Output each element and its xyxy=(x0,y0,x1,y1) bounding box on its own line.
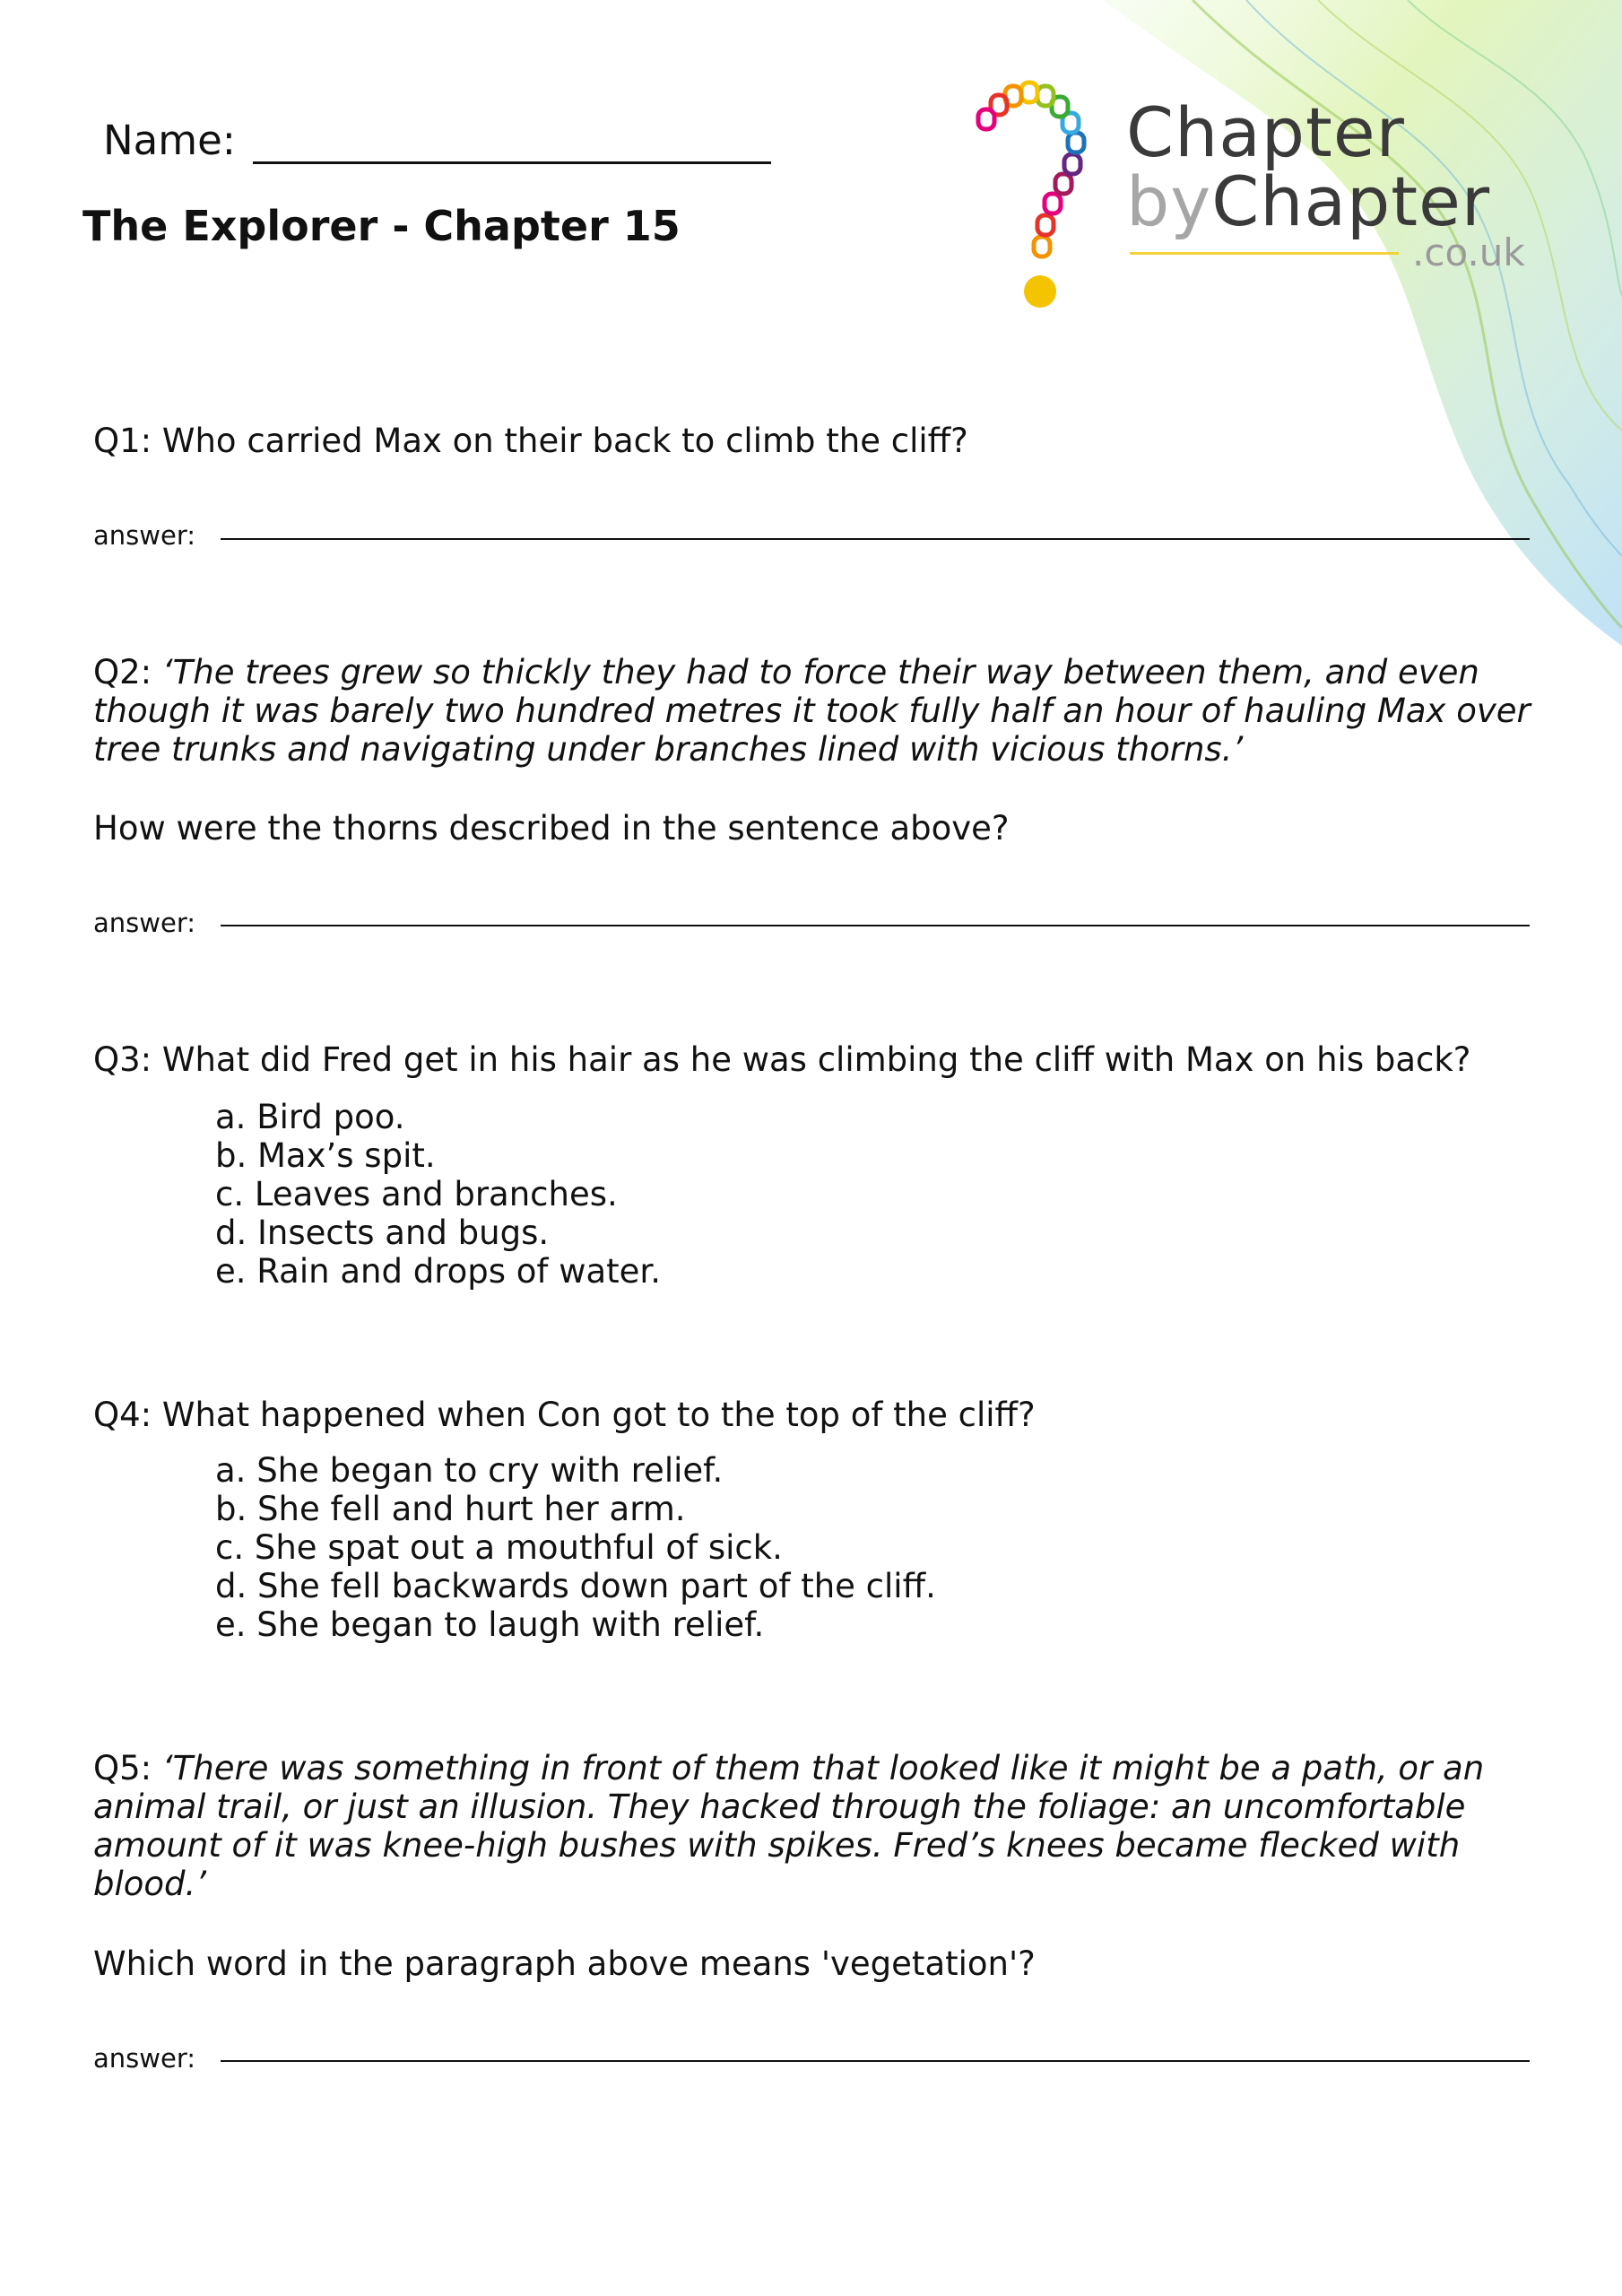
quote-line: tree trunks and navigating under branches lined with vicious thorns.’ xyxy=(93,730,1244,769)
logo-book-arch xyxy=(1064,154,1080,174)
question-4: Q4: What happened when Con got to the top of the cliff? xyxy=(93,1396,1036,1434)
quote-line: ‘There was something in front of them that looked like it might be a path, or an xyxy=(161,1749,1485,1787)
question-5-quote xyxy=(93,1749,1484,1903)
logo-dot xyxy=(1024,275,1056,308)
question-3-options xyxy=(215,1098,661,1291)
question-5-prefix: Q5: xyxy=(93,1749,162,1787)
option-c: c. She spat out a mouthful of sick. xyxy=(215,1528,783,1567)
quote-line: blood.’ xyxy=(93,1865,207,1903)
chapter-by-chapter-logo xyxy=(959,49,1542,318)
worksheet-title: The Explorer - Chapter 15 xyxy=(82,202,681,250)
answer-line-q5[interactable] xyxy=(221,2060,1530,2062)
option-e: e. Rain and drops of water. xyxy=(215,1252,661,1291)
logo-book-arch xyxy=(978,109,994,129)
question-2-prefix: Q2: xyxy=(93,653,162,691)
question-2: How were the thorns described in the sentence above? xyxy=(93,809,1010,848)
option-b: b. Max’s spit. xyxy=(215,1136,436,1175)
name-label: Name: xyxy=(103,117,236,164)
option-a: a. Bird poo. xyxy=(215,1098,405,1136)
option-d: d. She fell backwards down part of the cliff. xyxy=(215,1567,936,1605)
question-4-options xyxy=(215,1451,936,1644)
logo-book-arch xyxy=(1034,237,1050,257)
logo-book-arch xyxy=(1037,86,1054,106)
quote-line: ‘The trees grew so thickly they had to force their way between them, and even xyxy=(161,653,1479,691)
logo-book-arch xyxy=(1068,133,1084,152)
option-a: a. She began to cry with relief. xyxy=(215,1451,724,1490)
logo-book-arch xyxy=(1037,215,1054,235)
question-5: Which word in the paragraph above means 'vegetation'? xyxy=(93,1944,1036,1983)
logo-domain: .co.uk xyxy=(1412,230,1525,274)
answer-label-q5: answer: xyxy=(93,2043,196,2074)
logo-title-line2 xyxy=(1126,161,1490,241)
option-e: e. She began to laugh with relief. xyxy=(215,1605,765,1644)
logo-title-line1: Chapter xyxy=(1126,92,1405,172)
answer-line-q2[interactable] xyxy=(221,925,1530,926)
option-b: b. She fell and hurt her arm. xyxy=(215,1490,686,1528)
logo-by: by xyxy=(1126,161,1212,241)
logo-book-arch xyxy=(1021,83,1037,102)
name-input-line[interactable] xyxy=(253,161,771,164)
quote-line: animal trail, or just an illusion. They hacked through the foliage: an uncomfortable xyxy=(93,1787,1466,1826)
question-1: Q1: Who carried Max on their back to climb the cliff? xyxy=(93,422,968,460)
option-d: d. Insects and bugs. xyxy=(215,1213,550,1252)
logo-rule xyxy=(1130,252,1399,255)
logo-chapter: Chapter xyxy=(1211,161,1491,241)
answer-line-q1[interactable] xyxy=(221,538,1530,540)
logo-book-arch xyxy=(1045,194,1061,213)
logo-book-arch xyxy=(1055,174,1071,194)
question-3: Q3: What did Fred get in his hair as he was climbing the cliff with Max on his back? xyxy=(93,1040,1471,1079)
answer-label-q2: answer: xyxy=(93,908,196,938)
answer-label-q1: answer: xyxy=(93,520,196,551)
quote-line: amount of it was knee-high bushes with spikes. Fred’s knees became flecked with xyxy=(93,1826,1461,1865)
question-2-quote xyxy=(93,653,1531,769)
option-c: c. Leaves and branches. xyxy=(215,1175,618,1213)
question-mark-books-icon xyxy=(959,49,1121,318)
quote-line: though it was barely two hundred metres it took fully half an hour of hauling Max over xyxy=(93,691,1531,730)
